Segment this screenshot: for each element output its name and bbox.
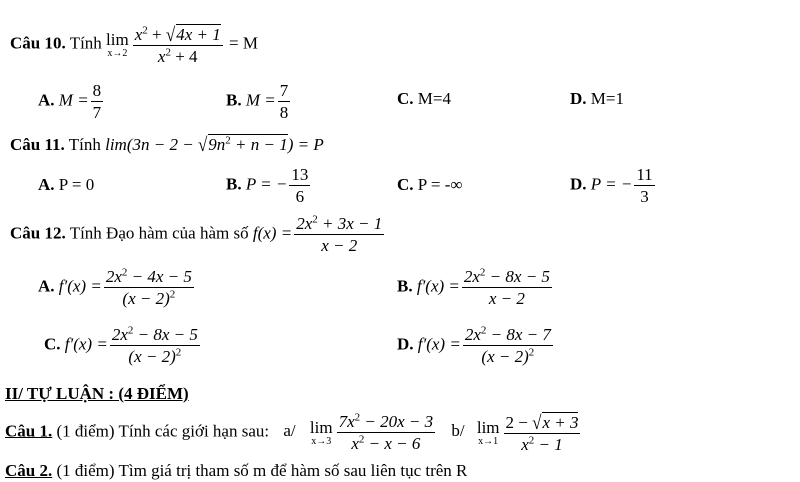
essay-question-1-text: (1 điểm) Tính các giới hạn sau: — [52, 421, 270, 441]
essay-q1b-fraction: $\frac{2 - √x + 3}{x^2 - 1}$ — [505, 411, 579, 454]
q10-option-d: D. M=1 — [570, 89, 624, 108]
essay-question-2-text: (1 điểm) Tìm giá trị tham số m để hàm số sau liên tục trên R — [52, 461, 468, 480]
question-10-text: Tính — [69, 33, 102, 53]
essay-question-1-label: Câu 1. — [5, 421, 53, 441]
essay-q1b-limit: lim x→1 — [476, 417, 500, 447]
q11-option-b: B. P = − $\frac{13}{6}$ — [226, 165, 309, 206]
question-10-label: Câu 10. — [10, 33, 66, 53]
q11-option-d: D. P = − $\frac{11}{3}$ — [570, 165, 653, 206]
question-11-text: Tính — [68, 135, 101, 154]
q12-option-d: D. f′(x) = $\frac{2x^2 - 8x - 7}{(x - 2)^2}$ — [397, 324, 551, 366]
q12-option-b: B. f′(x) = $\frac{2x^2 - 8x - 5}{x - 2}$ — [397, 266, 550, 308]
essay-question-2-label: Câu 2. — [5, 461, 53, 480]
question-10-rhs: = M — [224, 33, 258, 53]
section-heading: II/ TỰ LUẬN : (4 ĐIỂM) — [5, 384, 189, 403]
question-10 — [10, 24, 258, 65]
question-12-label: Câu 12. — [10, 223, 66, 243]
question-12: Câu 12. Tính Đạo hàm của hàm số f(x) = $\frac{2x^2 + 3x - 1}{x - 2}$ — [10, 213, 383, 255]
question-10-limit: lim x→2 — [106, 29, 129, 59]
question-11: Câu 11. Tính $\lim(3n - 2 - √9n^2 + n - 1) = P$ — [10, 133, 324, 156]
q11-option-a: A. P = 0 — [38, 175, 95, 194]
question-12-text: Tính Đạo hàm của hàm số — [69, 223, 249, 243]
essay-question-2 — [5, 462, 467, 479]
q11-option-c: C. P = -∞ — [397, 175, 463, 194]
q12-option-a: A. f′(x) = $\frac{2x^2 - 4x - 5}{(x - 2)^2}$ — [38, 266, 192, 308]
question-11-label: Câu 11. — [10, 135, 65, 154]
q10-option-b: B. M = $\frac{7}{8}$ — [226, 81, 289, 122]
question-10-fraction: $\frac{x^2 + √4x + 1}{x^2 + 4}$ — [134, 23, 221, 66]
question-12-fraction: $\frac{2x^2 + 3x - 1}{x - 2}$ — [296, 213, 383, 255]
essay-question-1: Câu 1. (1 điểm) Tính các giới hạn sau: a/ lim x→3 $\frac{7x^2 - 20x - 3}{x^2 - x - 6}$ b/ lim x→1 $\frac{2 - √x + 3}{x^2 - 1}$ — [5, 411, 579, 454]
q10-option-c: C. M=4 — [397, 89, 451, 108]
essay-q1a-fraction: $\frac{7x^2 - 20x - 3}{x^2 - x - 6}$ — [338, 411, 434, 453]
essay-q1a-limit: lim x→3 — [309, 417, 333, 447]
q12-option-c: C. f′(x) = $\frac{2x^2 - 8x - 5}{(x - 2)^2}$ — [44, 324, 198, 366]
q10-option-a: A. M = $\frac{8}{7}$ — [38, 81, 102, 122]
